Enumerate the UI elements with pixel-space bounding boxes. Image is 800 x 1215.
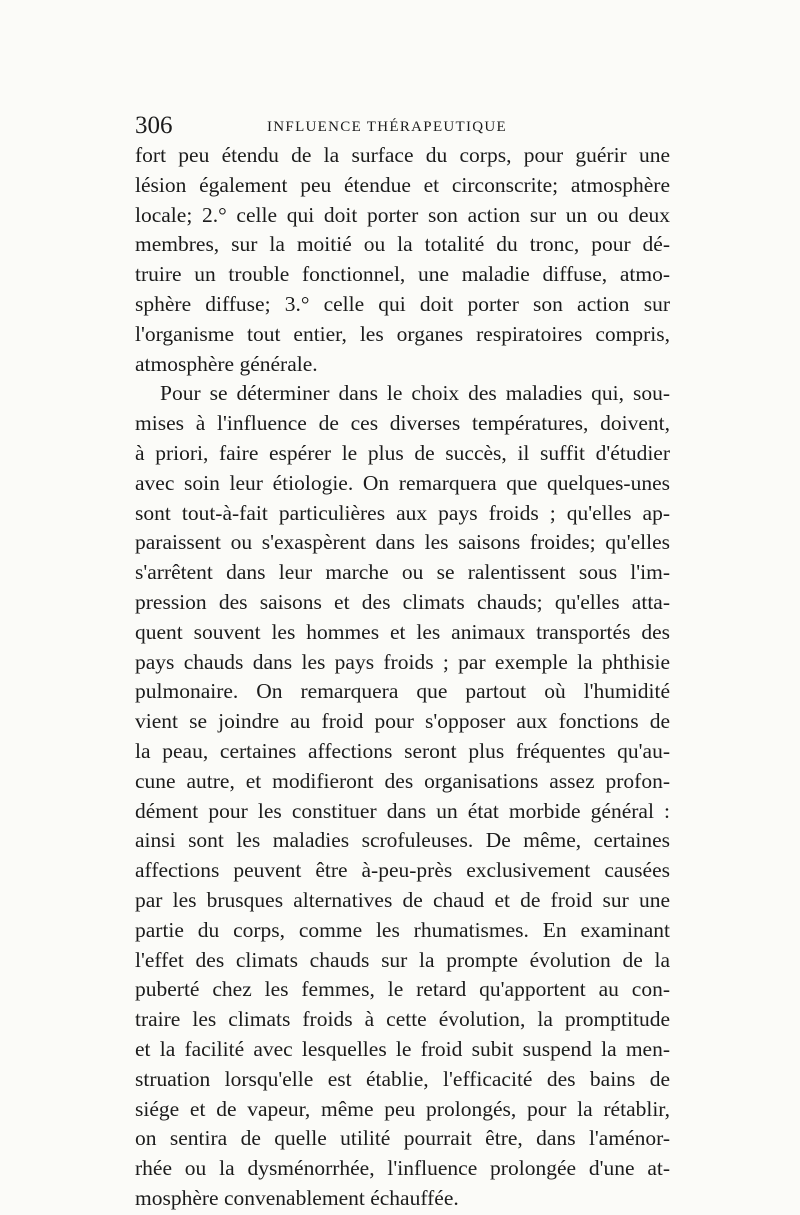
- running-head: INFLUENCE THÉRAPEUTIQUE: [267, 119, 508, 135]
- text-line: s'arrêtent dans leur marche ou se ralentissent sous l'im-: [135, 560, 670, 585]
- text-line: par les brusques alternatives de chaud et de froid sur une: [135, 887, 670, 912]
- text-line: ainsi sont les maladies scrofuleuses. De même, certaines: [135, 828, 670, 853]
- text-line: vient se joindre au froid pour s'opposer aux fonctions de: [135, 709, 670, 734]
- text-line: affections peuvent être à-peu-près exclusivement causées: [135, 858, 670, 883]
- text-line: pression des saisons et des climats chauds; qu'elles atta-: [135, 589, 670, 614]
- text-line: struation lorsqu'elle est établie, l'efficacité des bains de: [135, 1066, 670, 1091]
- text-line: avec soin leur étiologie. On remarquera que quelques-unes: [135, 470, 670, 495]
- text-line: Pour se déterminer dans le choix des maladies qui, sou-: [160, 381, 670, 406]
- text-line: paraissent ou s'exaspèrent dans les saisons froides; qu'elles: [135, 530, 670, 555]
- text-line: et la facilité avec lesquelles le froid subit suspend la men-: [135, 1036, 670, 1061]
- text-line: quent souvent les hommes et les animaux transportés des: [135, 619, 670, 644]
- text-line: pulmonaire. On remarquera que partout où l'humidité: [135, 679, 670, 704]
- text-line: membres, sur la moitié ou la totalité du tronc, pour dé-: [135, 232, 670, 257]
- text-line: pays chauds dans les pays froids ; par exemple la phthisie: [135, 649, 670, 674]
- text-line: mises à l'influence de ces diverses températures, doivent,: [135, 411, 670, 436]
- text-line: on sentira de quelle utilité pourrait être, dans l'aménor-: [135, 1126, 670, 1151]
- text-line: fort peu étendu de la surface du corps, pour guérir une: [135, 143, 670, 167]
- text-line: locale; 2.° celle qui doit porter son action sur un ou deux: [135, 202, 670, 227]
- text-line: sphère diffuse; 3.° celle qui doit porter son action sur: [135, 291, 670, 316]
- page-header: [135, 112, 675, 140]
- text-line: dément pour les constituer dans un état morbide général :: [135, 798, 670, 823]
- text-line: à priori, faire espérer le plus de succès, il suffit d'étudier: [135, 440, 670, 465]
- text-line: la peau, certaines affections seront plus fréquentes qu'au-: [135, 738, 670, 763]
- text-line: truire un trouble fonctionnel, une maladie diffuse, atmo-: [135, 262, 670, 287]
- text-line: rhée ou la dysménorrhée, l'influence prolongée d'une at-: [135, 1156, 670, 1181]
- body-text: [135, 141, 670, 1214]
- text-line: atmosphère générale.: [135, 351, 318, 376]
- text-line: l'organisme tout entier, les organes respiratoires compris,: [135, 321, 670, 346]
- text-line: l'effet des climats chauds sur la prompte évolution de la: [135, 947, 670, 972]
- text-line: siége et de vapeur, même peu prolongés, pour la rétablir,: [135, 1096, 670, 1121]
- text-line: puberté chez les femmes, le retard qu'apportent au con-: [135, 977, 670, 1002]
- text-line: traire les climats froids à cette évolution, la promptitude: [135, 1007, 670, 1032]
- text-line: partie du corps, comme les rhumatismes. En examinant: [135, 917, 670, 942]
- text-line: mosphère convenablement échauffée.: [135, 1185, 459, 1210]
- text-line: sont tout-à-fait particulières aux pays froids ; qu'elles ap-: [135, 500, 670, 525]
- text-line: lésion également peu étendue et circonscrite; atmosphère: [135, 172, 670, 197]
- page-number: 306: [135, 112, 173, 139]
- text-line: cune autre, et modifieront des organisations assez profon-: [135, 768, 670, 793]
